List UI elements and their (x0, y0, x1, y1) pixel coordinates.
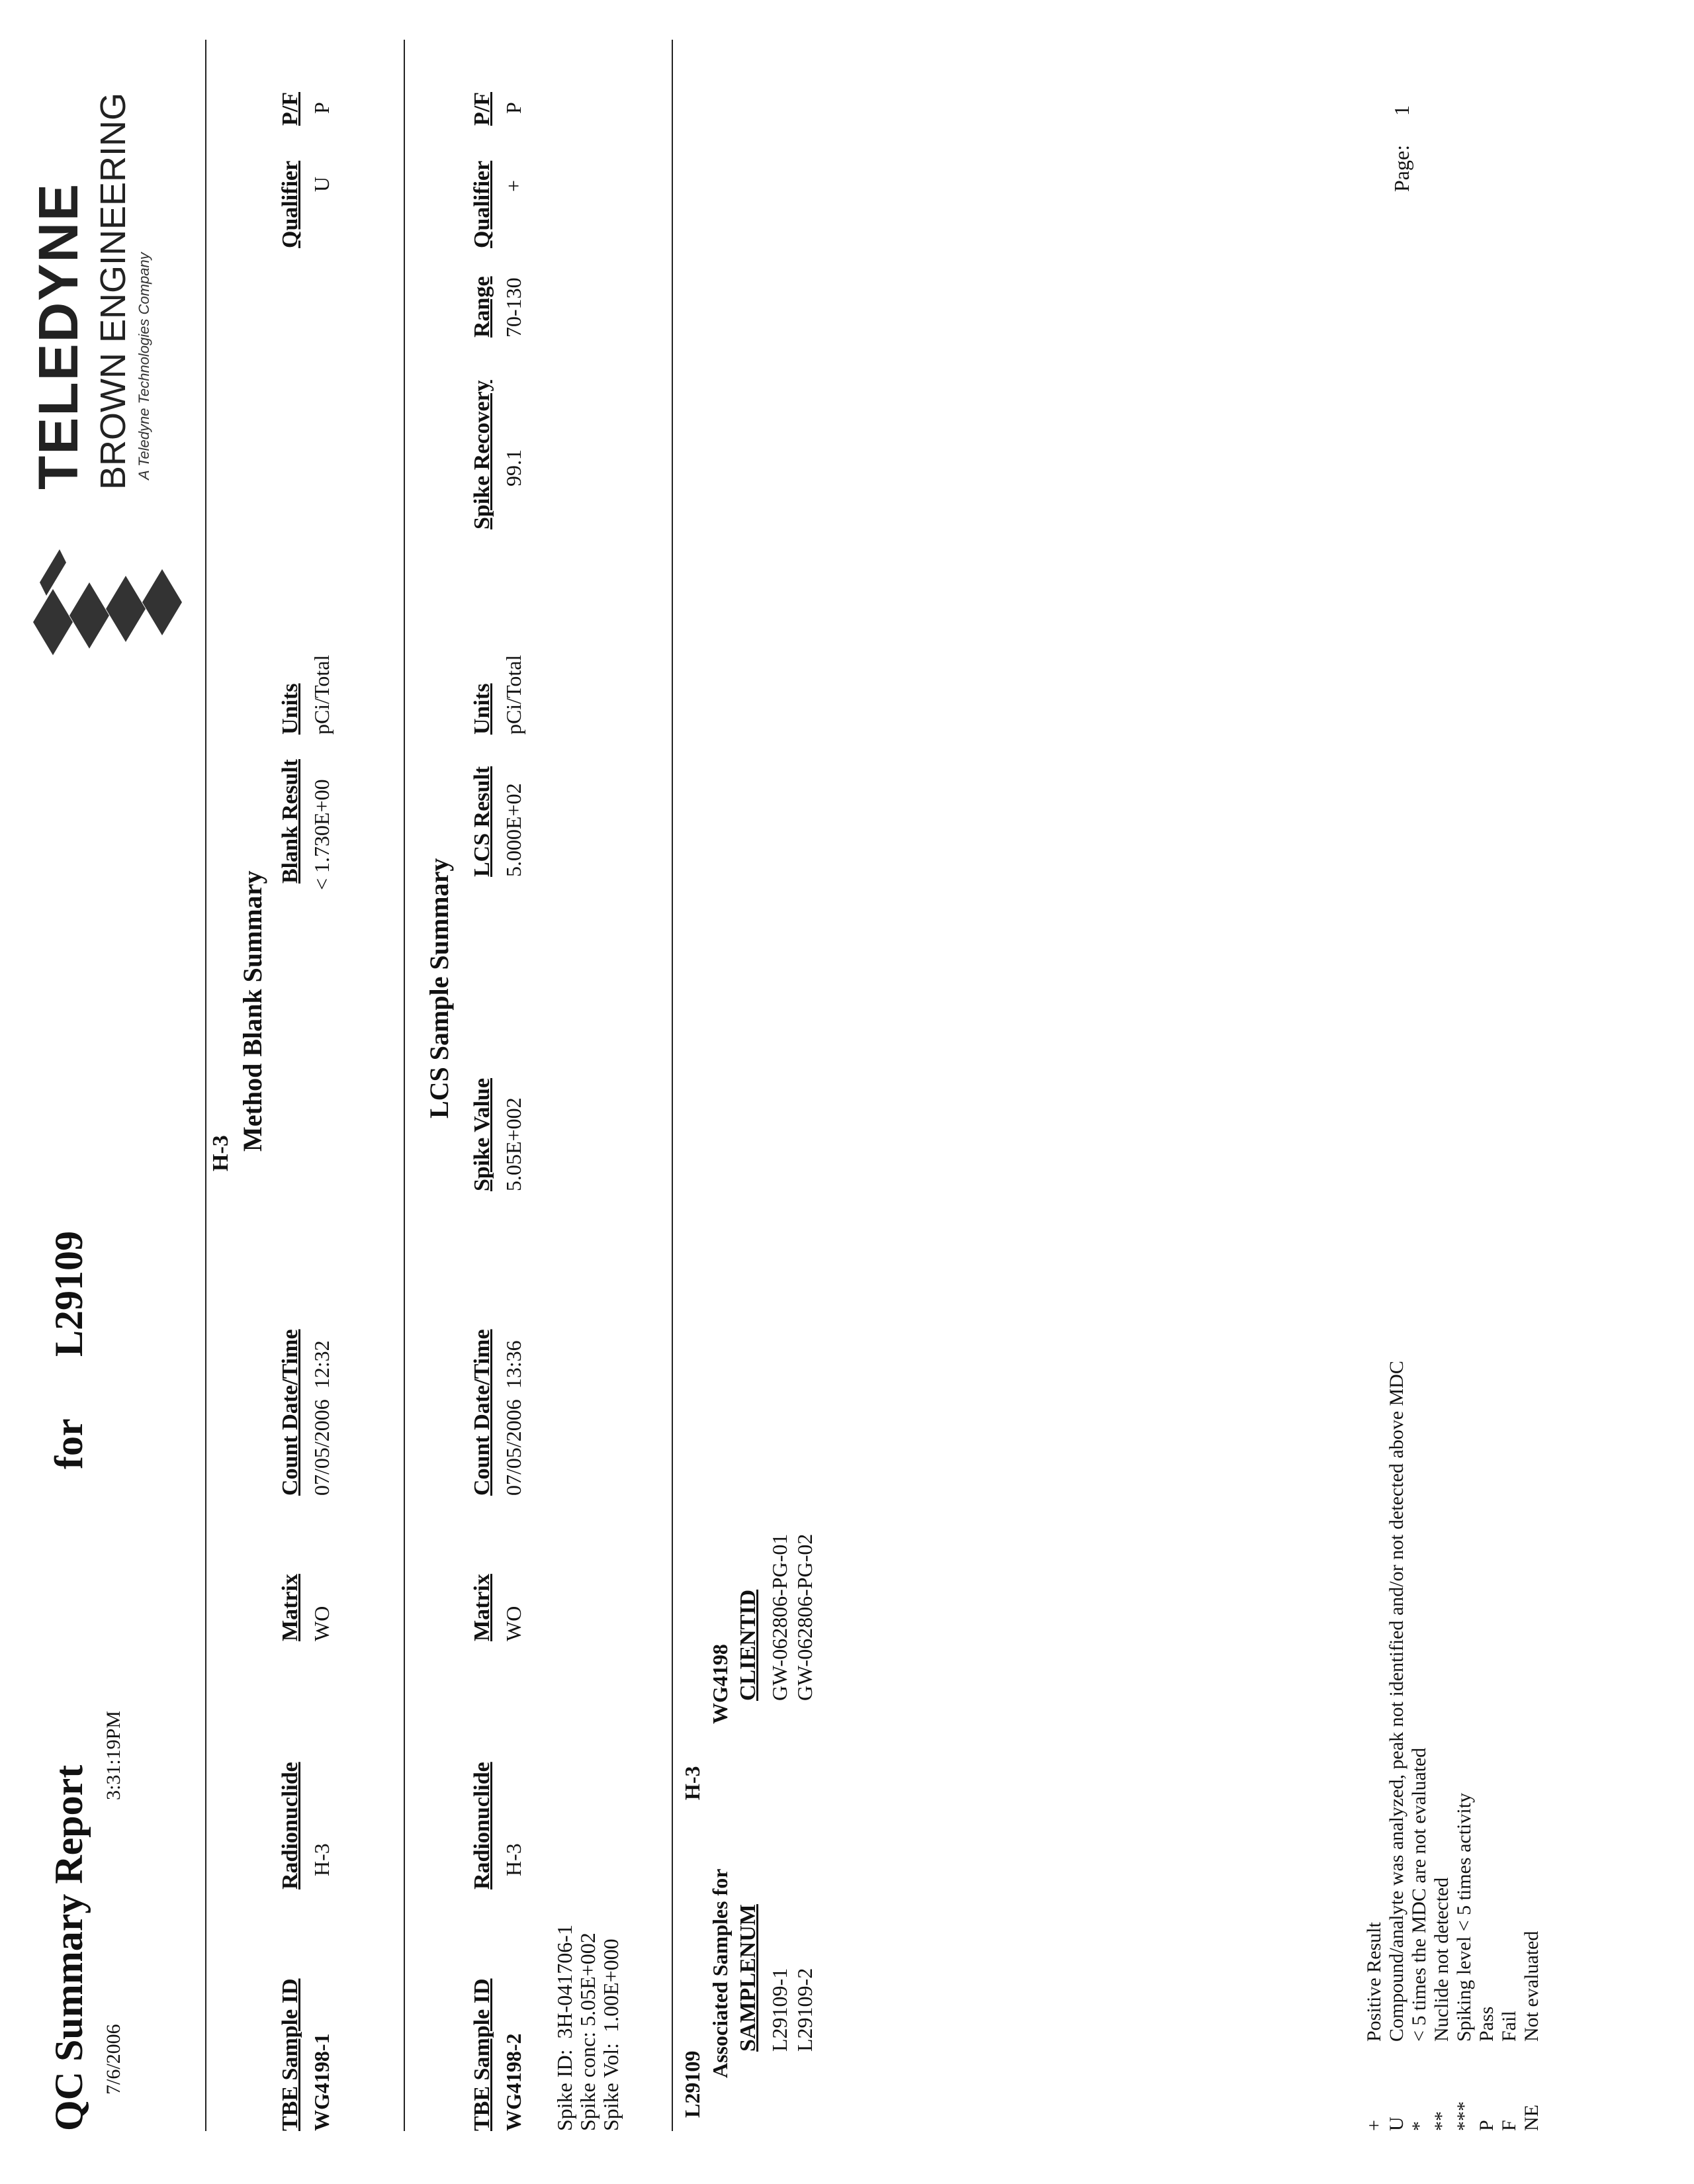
lcs-count-datetime: 07/05/2006 13:36 (502, 1340, 525, 1496)
assoc-col-samplenum: SAMPLENUM (736, 1904, 760, 2052)
assoc-clientid-2: GW-062806-PG-02 (793, 1533, 817, 1701)
lcs-col-matrix: Matrix (470, 1574, 494, 1641)
legend-symbol: F (1498, 2120, 1520, 2131)
legend-symbol: P (1476, 2120, 1497, 2131)
page-label: Page: (1390, 144, 1413, 192)
for-label: for (47, 1418, 91, 1469)
lcs-pf: P (502, 102, 525, 114)
teledyne-logo-icon (26, 490, 192, 662)
assoc-workgroup: WG4198 (708, 1644, 732, 1724)
lcs-rule (672, 40, 673, 2131)
logo-name: TELEDYNE (27, 182, 89, 490)
lcs-col-qualifier: Qualifier (470, 160, 494, 248)
lcs-col-pf: P/F (470, 92, 494, 126)
legend-text: Pass (1476, 2006, 1497, 2042)
spike-conc: Spike conc: 5.05E+002 (576, 1933, 600, 2131)
mb-count-datetime: 07/05/2006 12:32 (310, 1340, 334, 1496)
assoc-col-clientid: CLIENTID (736, 1589, 760, 1701)
legend-text: Positive Result (1363, 1922, 1385, 2042)
lcs-units: pCi/Total (502, 655, 525, 735)
mb-col-units: Units (278, 683, 302, 735)
mb-col-matrix: Matrix (278, 1574, 302, 1641)
lcs-col-count-datetime: Count Date/Time (470, 1329, 494, 1496)
legend-symbol: ** (1431, 2111, 1452, 2131)
assoc-nuclide: H-3 (680, 1766, 704, 1800)
lcs-col-spike-value: Spike Value (470, 1077, 494, 1191)
legend-text: Spiking level < 5 times activity (1453, 1792, 1475, 2042)
legend-symbol: U (1386, 2116, 1407, 2131)
mb-col-count-datetime: Count Date/Time (278, 1329, 302, 1496)
lab-id: L29109 (47, 1230, 91, 1357)
lcs-col-units: Units (470, 683, 494, 735)
spike-id: Spike ID: 3H-041706-1 (553, 1925, 576, 2131)
assoc-samplenum-2: L29109-2 (793, 1968, 817, 2052)
mb-sample-id: WG4198-1 (310, 2033, 334, 2131)
assoc-samplenum-1: L29109-1 (768, 1968, 791, 2052)
mb-col-qualifier: Qualifier (278, 160, 302, 248)
mb-col-pf: P/F (278, 92, 302, 126)
assoc-lab-id: L29109 (680, 2050, 704, 2118)
lcs-result: 5.000E+02 (502, 783, 525, 877)
method-blank-title: Method Blank Summary (238, 870, 267, 1152)
mb-col-radionuclide: Radionuclide (278, 1762, 302, 1889)
lcs-sample-id: WG4198-2 (502, 2033, 525, 2131)
logo-tagline: A Teledyne Technologies Company (136, 252, 152, 480)
report-time: 3:31:19PM (103, 1710, 124, 1800)
lcs-spike-recovery: 99.1 (502, 449, 525, 486)
lcs-qualifier: + (502, 179, 525, 192)
report-date: 7/6/2006 (103, 2024, 124, 2095)
legend-symbol: *** (1453, 2101, 1475, 2131)
lcs-col-spike-recovery: Spike Recovery (470, 380, 494, 529)
legend-text: Compound/analyte was analyzed, peak not identified and/or not detected above MDC (1386, 1361, 1407, 2042)
lcs-spike-value: 5.05E+002 (502, 1097, 525, 1191)
nuclide-heading: H-3 (208, 1135, 233, 1171)
mb-col-sample-id: TBE Sample ID (278, 1978, 302, 2131)
legend-symbol: + (1363, 2120, 1385, 2131)
spike-vol: Spike Vol: 1.00E+000 (599, 1938, 623, 2131)
mb-radionuclide: H-3 (310, 1843, 334, 1876)
mb-pf: P (310, 102, 334, 114)
mb-blank-result: < 1.730E+00 (310, 779, 334, 890)
lcs-col-radionuclide: Radionuclide (470, 1762, 494, 1889)
lcs-matrix: WO (502, 1606, 525, 1641)
lcs-col-range: Range (470, 276, 494, 338)
lcs-title: LCS Sample Summary (424, 858, 454, 1118)
legend-symbol: * (1408, 2121, 1430, 2131)
mb-matrix: WO (310, 1606, 334, 1641)
legend-text: Nuclide not detected (1431, 1877, 1452, 2042)
mb-qualifier: U (310, 176, 334, 192)
mb-col-blank-result: Blank Result (278, 759, 302, 884)
mb-units: pCi/Total (310, 655, 334, 735)
legend-text: < 5 times the MDC are not evaluated (1408, 1747, 1430, 2042)
lcs-col-sample-id: TBE Sample ID (470, 1978, 494, 2131)
page-number: 1 (1390, 105, 1413, 116)
report-title: QC Summary Report (47, 1764, 91, 2131)
lcs-range: 70-130 (502, 277, 525, 338)
assoc-title: Associated Samples for (708, 1868, 732, 2078)
legend-text: Not evaluated (1521, 1931, 1542, 2042)
mb-rule (404, 40, 405, 2131)
header-rule (205, 40, 206, 2131)
legend-text: Fail (1498, 2011, 1520, 2042)
logo-sub: BROWN ENGINEERING (93, 92, 133, 490)
lcs-col-lcs-result: LCS Result (470, 766, 494, 877)
lcs-radionuclide: H-3 (502, 1843, 525, 1876)
assoc-clientid-1: GW-062806-PG-01 (768, 1533, 791, 1701)
legend-symbol: NE (1521, 2105, 1542, 2131)
